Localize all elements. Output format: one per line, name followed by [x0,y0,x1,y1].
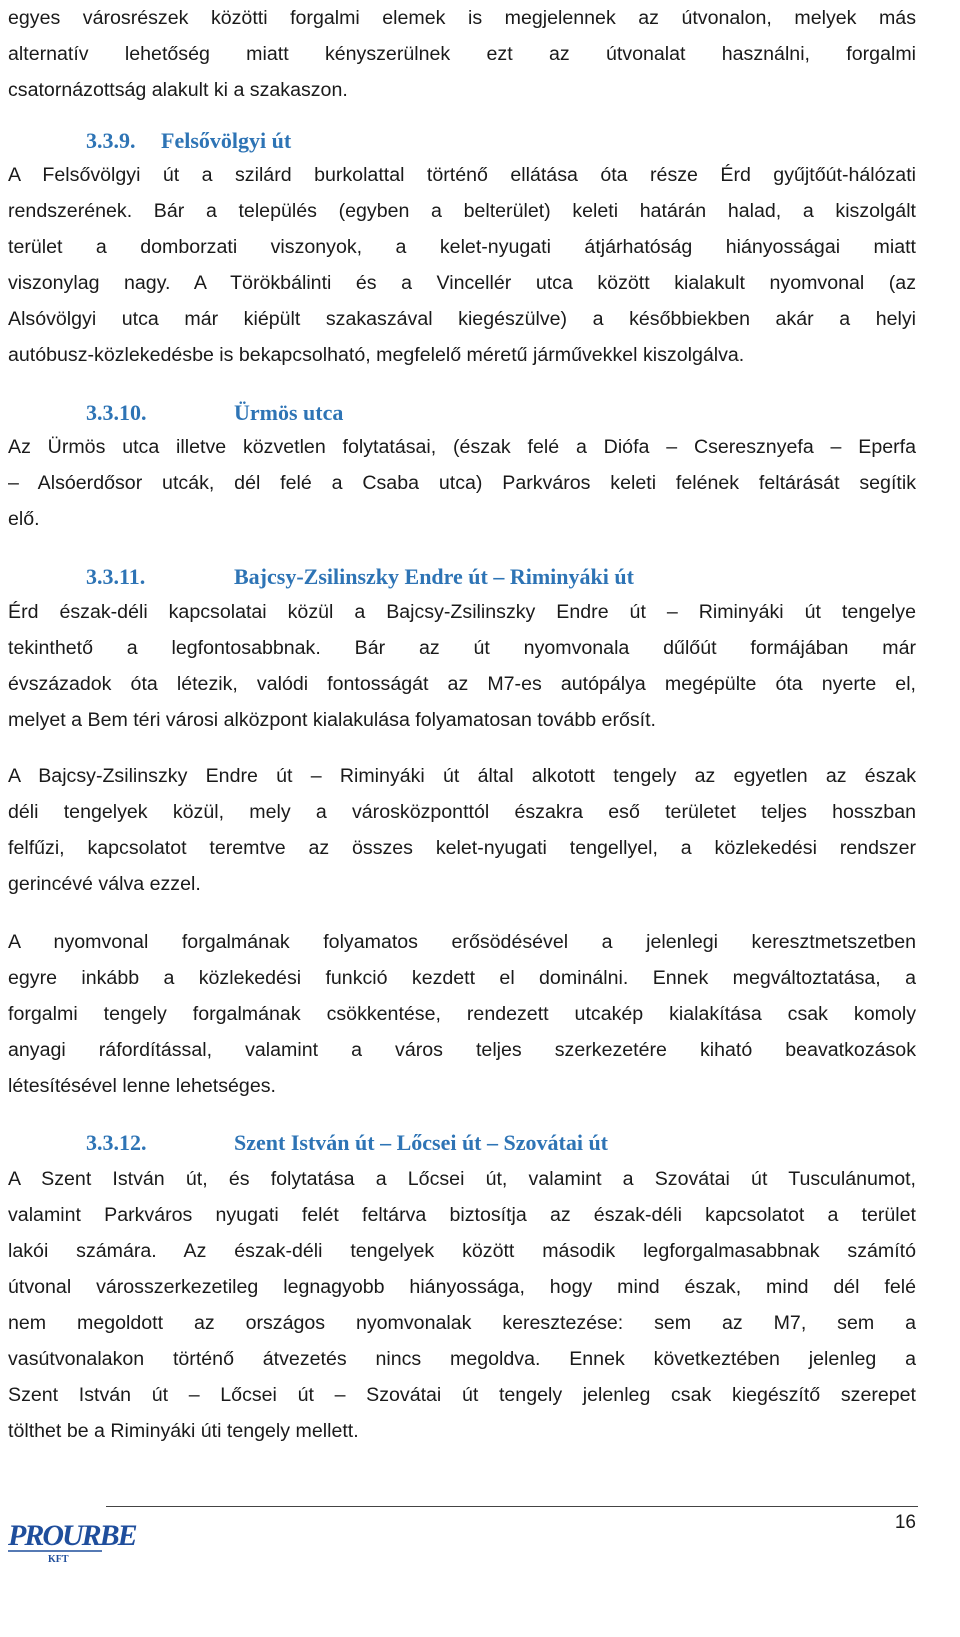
text-line: forgalmi tengely forgalmának csökkentése, rendezett utcakép kialakítása csak komoly [8,1003,916,1025]
body-paragraph [8,924,916,1104]
body-paragraph [8,758,916,902]
text-line: valamint Parkváros nyugati felét feltárva biztosítja az észak-déli kapcsolatot a terület [8,1204,916,1226]
text-line: alternatív lehetőség miatt kényszerülnek ezt az útvonalat használni, forgalmi [8,43,916,65]
text-line: A Bajcsy-Zsilinszky Endre út – Riminyáki út által alkotott tengely az egyetlen az észak [8,765,916,787]
section-heading [86,126,586,156]
section-heading [86,1128,786,1158]
prourbe-logo-image [6,1505,136,1565]
text-line: terület a domborzati viszonyok, a kelet-nyugati átjárhatóság hiányosságai miatt [8,236,916,258]
text-line: lakói számára. Az észak-déli tengelyek között második legforgalmasabbnak számító [8,1240,916,1262]
section-title: Felsővölgyi út [161,128,292,153]
text-line: egyre inkább a közlekedési funkció kezdett el dominálni. Ennek megváltoztatása, a [8,967,916,989]
text-line: létesítésével lenne lehetséges. [8,1075,276,1097]
body-paragraph [8,1161,916,1449]
section-number: 3.3.10. [86,400,147,425]
logo-subtext: KFT [48,1554,69,1565]
text-line: melyet a Bem téri városi alközpont kialakulása folyamatosan tovább erősít. [8,709,657,731]
text-line: autóbusz-közlekedésbe is bekapcsolható, megfelelő méretű járművekkel kiszolgálva. [8,344,745,366]
text-line: vasútvonalakon történő átvezetés nincs megoldva. Ennek következtében jelenleg a [8,1348,916,1370]
section-number: 3.3.12. [86,1130,147,1155]
text-line: elő. [8,508,40,530]
text-line: évszázadok óta létezik, valódi fontosságát az M7-es autópálya megépülte óta nyerte el, [8,673,916,695]
page-number: 16 [894,1512,916,1533]
text-line: Alsóvölgyi utca már kiépült szakaszával kiegészülve) a későbbiekben akár a helyi [8,308,916,330]
body-paragraph [8,429,916,537]
text-line: A nyomvonal forgalmának folyamatos erősödésével a jelenlegi keresztmetszetben [8,931,916,953]
body-paragraph [8,157,916,373]
text-line: Az Ürmös utca illetve közvetlen folytatásai, (észak felé a Diófa – Cseresznyefa – Eperfa [8,436,916,458]
section-heading [86,562,786,592]
text-line: útvonal városszerkezetileg legnagyobb hiányossága, hogy mind észak, mind dél felé [8,1276,916,1298]
footer-divider [106,1506,918,1507]
logo-lettering: PROURBE [8,1519,136,1552]
section-number: 3.3.9. [86,128,136,153]
intro-paragraph [8,0,916,108]
text-line: viszonylag nagy. A Törökbálinti és a Vincellér utca között kialakult nyomvonal (az [8,272,916,294]
text-line: A Szent István út, és folytatása a Lőcsei út, valamint a Szovátai út Tusculánumot, [8,1168,916,1190]
text-line: Szent István út – Lőcsei út – Szovátai út tengely jelenleg csak kiegészítő szerepet [8,1384,916,1406]
text-line: rendszerének. Bár a település (egyben a belterület) keleti határán halad, a kiszolgált [8,200,916,222]
text-line: anyagi ráfordítással, valamint a város teljes szerkezetére kiható beavatkozások [8,1039,916,1061]
text-line: Érd észak-déli kapcsolatai közül a Bajcsy-Zsilinszky Endre út – Riminyáki út tengelye [8,601,916,623]
section-title: Szent István út – Lőcsei út – Szovátai út [234,1130,609,1155]
text-line: gerincévé válva ezzel. [8,873,201,895]
text-line: nem megoldott az országos nyomvonalak keresztezése: sem az M7, sem a [8,1312,916,1334]
text-line: A Felsővölgyi út a szilárd burkolattal történő ellátása óta része Érd gyűjtőút-hálózati [8,164,916,186]
section-title: Bajcsy-Zsilinszky Endre út – Riminyáki út [234,564,634,589]
section-title: Ürmös utca [234,400,344,425]
body-paragraph [8,594,916,738]
text-line: déli tengelyek közül, mely a városközponttól északra eső területet teljes hosszban [8,801,916,823]
prourbe-logo [6,1505,136,1565]
text-line: tölthet be a Riminyáki úti tengely mellett. [8,1420,359,1442]
text-line: egyes városrészek közötti forgalmi elemek is megjelennek az útvonalon, melyek más [8,7,916,29]
text-line: – Alsóerdősor utcák, dél felé a Csaba utca) Parkváros keleti felének feltárását segítik [8,472,916,494]
section-heading [86,398,586,428]
text-line: felfűzi, kapcsolatot teremtve az összes kelet-nyugati tengellyel, a közlekedési rendszer [8,837,916,859]
section-number: 3.3.11. [86,564,146,589]
text-line: tekinthető a legfontosabbnak. Bár az út nyomvonala dűlőút formájában már [8,637,916,659]
text-line: csatornázottság alakult ki a szakaszon. [8,79,348,101]
